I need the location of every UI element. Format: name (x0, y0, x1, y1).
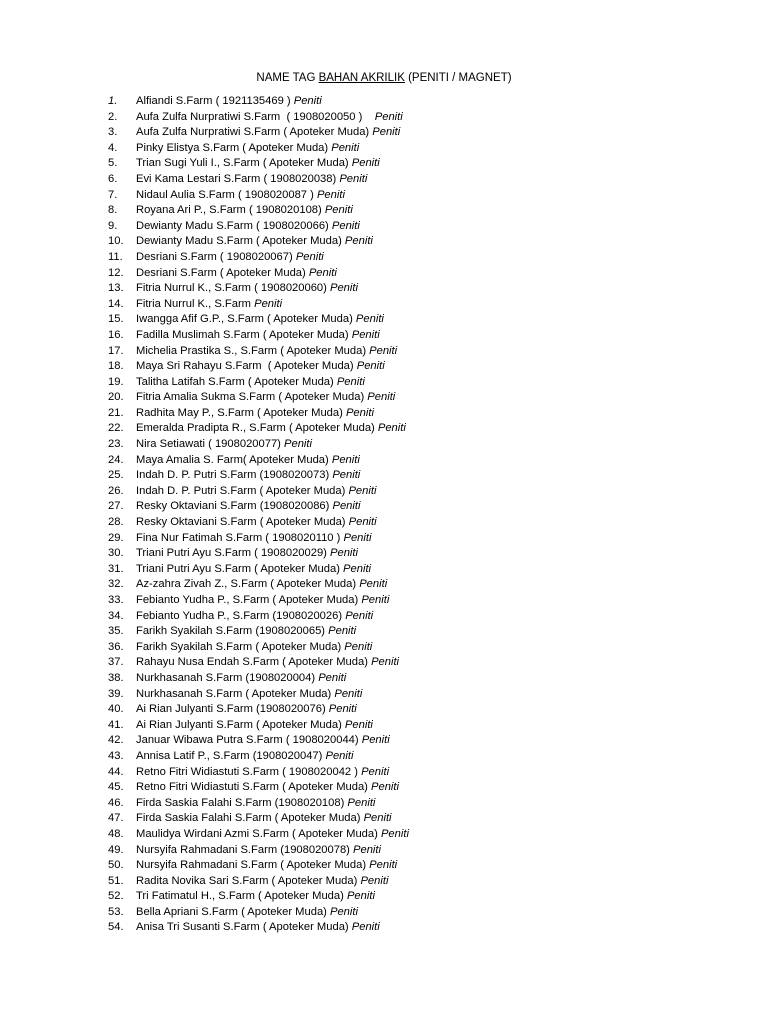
item-name: Ai Rian Julyanti S.Farm ( Apoteker Muda) (136, 718, 345, 731)
list-item (108, 655, 409, 671)
list-item (108, 125, 409, 141)
item-attachment-type: Peniti (377, 422, 406, 435)
item-number: 31. (108, 562, 124, 575)
item-number: 28. (108, 516, 124, 529)
item-attachment-type: Peniti (361, 765, 390, 778)
item-attachment-type: Peniti (371, 656, 400, 669)
list-item (108, 905, 409, 921)
item-attachment-type: Peniti (343, 531, 372, 544)
item-name: Resky Oktaviani S.Farm ( Apoteker Muda) (136, 516, 349, 529)
item-name: Febianto Yudha P., S.Farm (1908020026) (136, 609, 346, 622)
item-attachment-type: Peniti (344, 640, 373, 653)
item-attachment-type: Peniti (334, 687, 363, 700)
item-name: Resky Oktaviani S.Farm (1908020086) (136, 500, 333, 513)
item-attachment-type: Peniti (351, 328, 380, 341)
list-item (108, 484, 409, 500)
list-item (108, 624, 409, 640)
item-attachment-type: Peniti (293, 95, 322, 107)
item-attachment-type: Peniti (374, 110, 403, 123)
item-attachment-type: Peniti (345, 609, 374, 622)
item-number: 24. (108, 453, 124, 466)
item-attachment-type: Peniti (369, 344, 398, 357)
item-number: 35. (108, 625, 124, 638)
list-item (108, 531, 409, 547)
item-number: 14. (108, 297, 124, 310)
item-number: 25. (108, 469, 124, 482)
item-number: 38. (108, 671, 124, 684)
item-name: Desriani S.Farm ( Apoteker Muda) (136, 266, 309, 279)
item-number: 10. (108, 235, 124, 248)
item-name: Maya Amalia S. Farm( Apoteker Muda) (136, 453, 332, 466)
item-number: 50. (108, 859, 124, 872)
list-item (108, 312, 409, 328)
title-prefix: NAME TAG (256, 72, 319, 84)
list-item (108, 437, 409, 453)
item-number: 18. (108, 360, 124, 373)
item-attachment-type: Peniti (361, 734, 390, 747)
item-name: Evi Kama Lestari S.Farm ( 1908020038) (136, 172, 340, 185)
item-number: 20. (108, 391, 124, 404)
item-attachment-type: Peniti (316, 188, 345, 201)
item-name: Trian Sugi Yuli I., S.Farm ( Apoteker Muda) (136, 157, 352, 170)
item-number: 47. (108, 812, 124, 825)
item-number: 49. (108, 843, 124, 856)
item-attachment-type: Peniti (372, 126, 401, 139)
item-name: Annisa Latif P., S.Farm (1908020047) (136, 749, 326, 762)
item-number: 32. (108, 578, 124, 591)
item-name: Nursyifa Rahmadani S.Farm (1908020078) (136, 843, 354, 856)
list-item (108, 94, 409, 110)
item-attachment-type: Peniti (348, 484, 377, 497)
item-name: Anisa Tri Susanti S.Farm ( Apoteker Muda) (136, 921, 352, 934)
list-item (108, 920, 409, 936)
item-number: 9. (108, 219, 118, 232)
item-attachment-type: Peniti (284, 438, 313, 451)
item-attachment-type: Peniti (254, 297, 283, 310)
item-number: 46. (108, 796, 124, 809)
item-attachment-type: Peniti (360, 874, 389, 887)
list-item (108, 827, 409, 843)
item-attachment-type: Peniti (328, 625, 357, 638)
item-number: 52. (108, 890, 124, 903)
list-item (108, 188, 409, 204)
item-name: Fitria Amalia Sukma S.Farm ( Apoteker Muda) (136, 391, 368, 404)
item-name: Bella Apriani S.Farm ( Apoteker Muda) (136, 905, 330, 918)
item-name: Desriani S.Farm ( 1908020067) (136, 250, 296, 263)
list-item (108, 421, 409, 437)
item-number: 30. (108, 547, 124, 560)
item-attachment-type: Peniti (359, 578, 388, 591)
item-number: 2. (108, 110, 118, 123)
item-number: 12. (108, 266, 124, 279)
item-name: Triani Putri Ayu S.Farm ( Apoteker Muda) (136, 562, 344, 575)
list-item (108, 874, 409, 890)
list-item (108, 546, 409, 562)
item-name: Emeralda Pradipta R., S.Farm ( Apoteker Muda) (136, 422, 378, 435)
item-name: Rahayu Nusa Endah S.Farm ( Apoteker Muda) (136, 656, 372, 669)
item-number: 42. (108, 734, 124, 747)
item-attachment-type: Peniti (367, 391, 396, 404)
item-number: 37. (108, 656, 124, 669)
item-name: Pinky Elistya S.Farm ( Apoteker Muda) (136, 141, 332, 154)
item-number: 3. (108, 126, 118, 139)
list-item (108, 375, 409, 391)
list-item (108, 266, 409, 282)
list-item (108, 515, 409, 531)
item-name: Iwangga Afif G.P., S.Farm ( Apoteker Muda) (136, 313, 356, 326)
item-name: Retno Fitri Widiastuti S.Farm ( Apoteker Muda) (136, 781, 372, 794)
list-item (108, 156, 409, 172)
item-name: Januar Wibawa Putra S.Farm ( 1908020044) (136, 734, 362, 747)
item-attachment-type: Peniti (344, 235, 373, 248)
item-attachment-type: Peniti (351, 157, 380, 170)
list-item (108, 328, 409, 344)
item-number: 29. (108, 531, 124, 544)
list-item (108, 281, 409, 297)
item-attachment-type: Peniti (331, 219, 360, 232)
list-item (108, 453, 409, 469)
item-number: 16. (108, 328, 124, 341)
item-name: Triani Putri Ayu S.Farm ( 1908020029) (136, 547, 331, 560)
item-name: Fadilla Muslimah S.Farm ( Apoteker Muda) (136, 328, 352, 341)
list-item (108, 843, 409, 859)
item-attachment-type: Peniti (308, 266, 337, 279)
item-name: Radita Novika Sari S.Farm ( Apoteker Muda) (136, 874, 361, 887)
item-attachment-type: Peniti (332, 500, 361, 513)
item-attachment-type: Peniti (380, 827, 409, 840)
item-attachment-type: Peniti (363, 812, 392, 825)
item-name: Aufa Zulfa Nurpratiwi S.Farm ( 1908020050 ) (136, 110, 375, 123)
item-attachment-type: Peniti (331, 453, 360, 466)
item-number: 17. (108, 344, 124, 357)
item-attachment-type: Peniti (328, 703, 357, 716)
item-number: 39. (108, 687, 124, 700)
list-item (108, 390, 409, 406)
item-number: 11. (108, 250, 123, 263)
item-name: Fitria Nurrul K., S.Farm (136, 297, 255, 310)
list-item (108, 297, 409, 313)
item-name: Firda Saskia Falahi S.Farm ( Apoteker Muda) (136, 812, 364, 825)
list-item (108, 671, 409, 687)
item-number: 13. (108, 282, 124, 295)
title-suffix: (PENITI / MAGNET) (404, 72, 512, 84)
item-number: 6. (108, 172, 118, 185)
item-attachment-type: Peniti (371, 781, 400, 794)
item-attachment-type: Peniti (318, 671, 347, 684)
item-name: Maya Sri Rahayu S.Farm ( Apoteker Muda) (136, 360, 357, 373)
item-attachment-type: Peniti (356, 360, 385, 373)
item-attachment-type: Peniti (345, 406, 374, 419)
item-name: Maulidya Wirdani Azmi S.Farm ( Apoteker Muda) (136, 827, 381, 840)
item-number: 34. (108, 609, 124, 622)
item-name: Talitha Latifah S.Farm ( Apoteker Muda) (136, 375, 337, 388)
item-attachment-type: Peniti (353, 843, 382, 856)
item-number: 15. (108, 313, 124, 326)
item-number: 54. (108, 921, 124, 934)
item-number: 48. (108, 827, 124, 840)
list-item (108, 234, 409, 250)
item-attachment-type: Peniti (336, 375, 365, 388)
item-attachment-type: Peniti (346, 890, 375, 903)
item-name: Nurkhasanah S.Farm ( Apoteker Muda) (136, 687, 335, 700)
item-name: Indah D. P. Putri S.Farm ( Apoteker Muda) (136, 484, 349, 497)
item-name: Nurkhasanah S.Farm (1908020004) (136, 671, 319, 684)
item-number: 4. (108, 141, 118, 154)
list-item (108, 141, 409, 157)
item-attachment-type: Peniti (347, 796, 376, 809)
item-attachment-type: Peniti (351, 921, 380, 934)
item-name: Febianto Yudha P., S.Farm ( Apoteker Muda) (136, 594, 362, 606)
item-name: Retno Fitri Widiastuti S.Farm ( 1908020042 ) (136, 765, 362, 778)
list-item (108, 359, 409, 375)
item-name: Farikh Syakilah S.Farm (1908020065) (136, 625, 329, 638)
item-attachment-type: Peniti (355, 313, 384, 326)
list-item (108, 702, 409, 718)
item-number: 22. (108, 422, 124, 435)
list-item (108, 219, 409, 235)
item-name: Dewianty Madu S.Farm ( 1908020066) (136, 219, 332, 232)
item-attachment-type: Peniti (339, 172, 368, 185)
item-name: Tri Fatimatul H., S.Farm ( Apoteker Muda) (136, 890, 347, 903)
list-item (108, 593, 409, 609)
item-name: Fina Nur Fatimah S.Farm ( 1908020110 ) (136, 531, 344, 544)
list-item (108, 718, 409, 734)
list-item (108, 203, 409, 219)
item-attachment-type: Peniti (348, 516, 377, 529)
list-item (108, 468, 409, 484)
item-number: 43. (108, 749, 124, 762)
item-name: Nira Setiawati ( 1908020077) (136, 438, 285, 451)
item-number: 1. (108, 95, 118, 107)
item-number: 23. (108, 438, 124, 451)
list-item (108, 733, 409, 749)
list-item (108, 640, 409, 656)
item-name: Az-zahra Zivah Z., S.Farm ( Apoteker Muda) (136, 578, 360, 591)
item-number: 19. (108, 375, 124, 388)
item-attachment-type: Peniti (361, 594, 390, 606)
list-item (108, 250, 409, 266)
item-name: Dewianty Madu S.Farm ( Apoteker Muda) (136, 235, 345, 248)
list-item (108, 858, 409, 874)
item-attachment-type: Peniti (295, 250, 324, 263)
item-attachment-type: Peniti (325, 749, 354, 762)
item-number: 27. (108, 500, 124, 513)
item-name: Royana Ari P., S.Farm ( 1908020108) (136, 204, 325, 217)
title-underlined: BAHAN AKRILIK (318, 72, 405, 84)
item-attachment-type: Peniti (330, 547, 359, 560)
item-number: 40. (108, 703, 124, 716)
item-number: 41. (108, 718, 124, 731)
list-item (108, 889, 409, 905)
item-attachment-type: Peniti (324, 204, 353, 217)
item-number: 8. (108, 204, 118, 217)
item-name: Michelia Prastika S., S.Farm ( Apoteker Muda) (136, 344, 370, 357)
list-item (108, 499, 409, 515)
item-number: 7. (108, 188, 118, 201)
item-number: 44. (108, 765, 124, 778)
item-name: Ai Rian Julyanti S.Farm (1908020076) (136, 703, 329, 716)
list-item (108, 811, 409, 827)
item-name: Nidaul Aulia S.Farm ( 1908020087 ) (136, 188, 317, 201)
item-name: Alfiandi S.Farm ( 1921135469 ) (136, 95, 294, 107)
list-item (108, 577, 409, 593)
list-item (108, 406, 409, 422)
item-name: Fitria Nurrul K., S.Farm ( 1908020060) (136, 282, 330, 295)
item-attachment-type: Peniti (331, 141, 360, 154)
item-name: Firda Saskia Falahi S.Farm (1908020108) (136, 796, 348, 809)
item-attachment-type: Peniti (330, 905, 358, 918)
list-item (108, 609, 409, 625)
item-name: Farikh Syakilah S.Farm ( Apoteker Muda) (136, 640, 345, 653)
list-item (108, 344, 409, 360)
item-number: 21. (108, 406, 124, 419)
list-item (108, 780, 409, 796)
list-item (108, 562, 409, 578)
item-number: 26. (108, 484, 124, 497)
item-number: 53. (108, 905, 124, 918)
item-name: Aufa Zulfa Nurpratiwi S.Farm ( Apoteker Muda) (136, 126, 373, 139)
item-number: 33. (108, 594, 124, 606)
item-attachment-type: Peniti (332, 469, 361, 482)
item-number: 51. (108, 874, 124, 887)
name-tag-list (108, 94, 409, 936)
item-attachment-type: Peniti (343, 562, 372, 575)
list-item (108, 110, 409, 126)
list-item (108, 687, 409, 703)
item-name: Nursyifa Rahmadani S.Farm ( Apoteker Muda) (136, 859, 370, 872)
item-number: 5. (108, 157, 118, 170)
list-item (108, 765, 409, 781)
item-attachment-type: Peniti (369, 859, 398, 872)
list-item (108, 172, 409, 188)
item-number: 36. (108, 640, 124, 653)
item-name: Radhita May P., S.Farm ( Apoteker Muda) (136, 406, 346, 419)
item-name: Indah D. P. Putri S.Farm (1908020073) (136, 469, 333, 482)
list-item (108, 749, 409, 765)
item-attachment-type: Peniti (330, 282, 358, 295)
document-title (0, 70, 768, 86)
item-number: 45. (108, 781, 124, 794)
list-item (108, 796, 409, 812)
item-attachment-type: Peniti (344, 718, 373, 731)
